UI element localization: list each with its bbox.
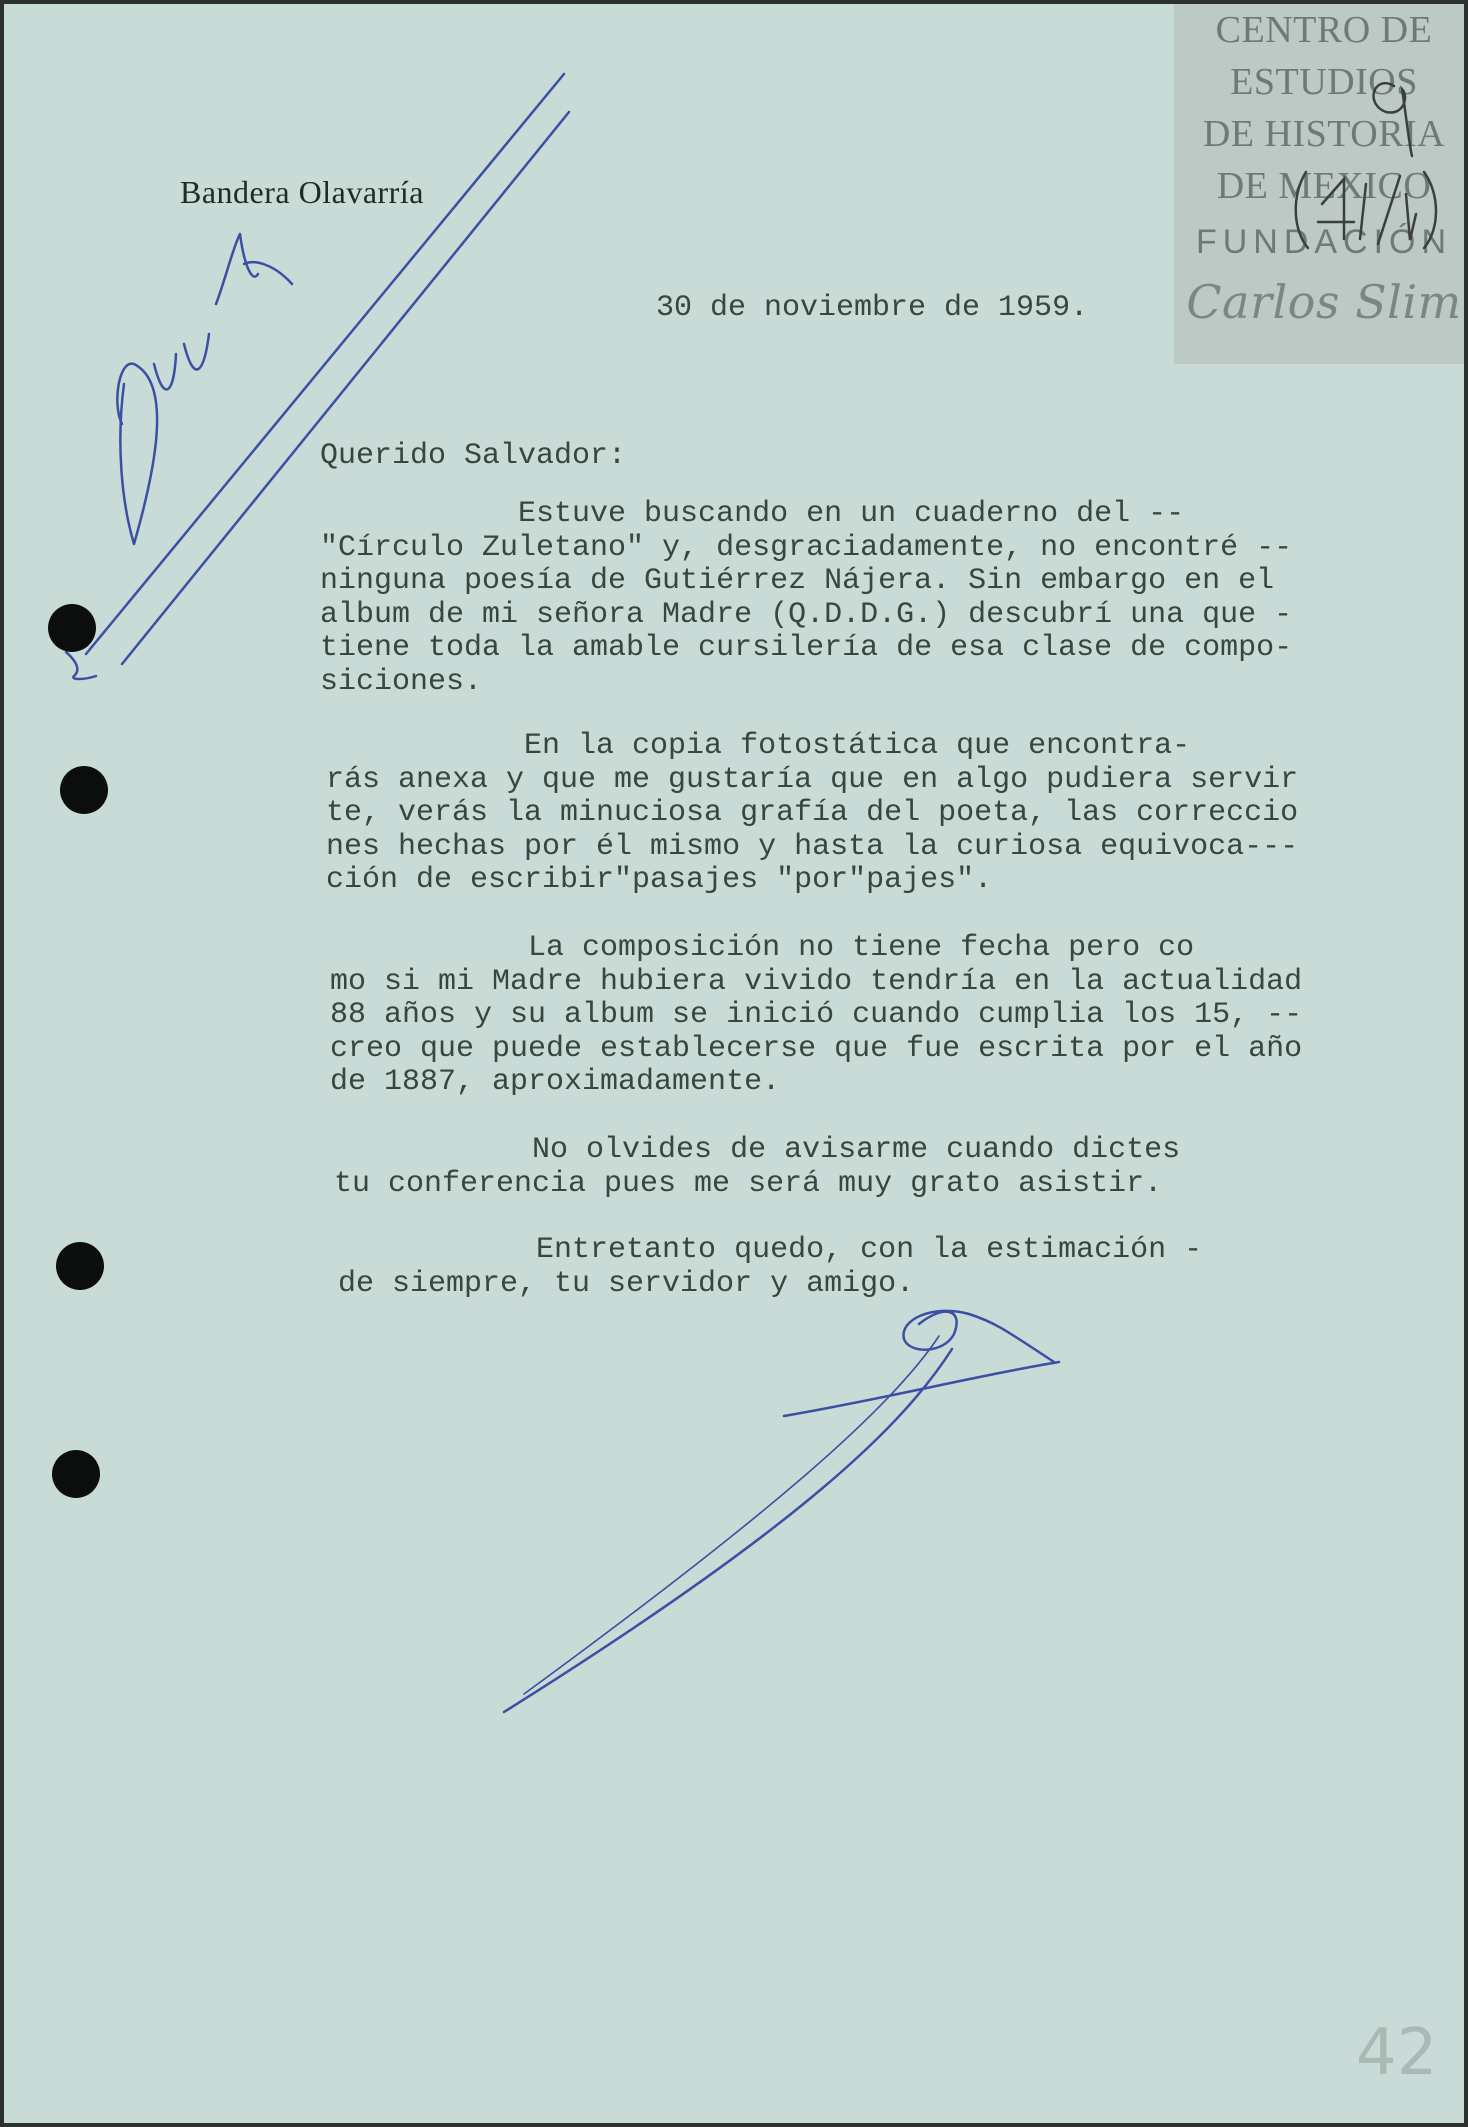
punch-hole <box>56 1242 104 1290</box>
stamp-line: DE MEXICO <box>1216 165 1432 207</box>
stamp-line: CENTRO DE <box>1215 9 1433 51</box>
letter-paragraph: En la copia fotostática que encontra- rás anexa y que me gustaría que en algo pudiera servir te, verás la minuciosa grafía del poeta, las correccio nes hechas por él mismo y hasta la curiosa equivoca--- ción de escribir"pasajes "por"pajes". <box>326 729 1299 897</box>
punch-hole <box>52 1450 100 1498</box>
stamp-line: ESTUDIOS <box>1230 61 1418 103</box>
handwritten-signature <box>784 1311 1059 1416</box>
pencil-bracket <box>1424 172 1436 248</box>
punch-hole <box>48 604 96 652</box>
letter-paragraph: La composición no tiene fecha pero co mo si mi Madre hubiera vivido tendría en la actualidad 88 años y su album se inició cuando cumplia los 15, -- creo que puede establecerse que fue escrita por el año de 1887, aproximadamente. <box>330 931 1303 1099</box>
letter-sheet <box>4 4 1464 2123</box>
signature-flourish <box>524 1336 939 1694</box>
letter-paragraph: No olvides de avisarme cuando dictes tu conferencia pues me será muy grato asistir. <box>334 1133 1181 1201</box>
letterhead: Bandera Olavarría <box>180 174 424 210</box>
stamp-line: DE HISTORIA <box>1202 113 1446 155</box>
letter-paragraph: Estuve buscando en un cuaderno del -- "Círculo Zuletano" y, desgraciadamente, no encontré -- ninguna poesía de Gutiérrez Nájera. Sin embargo en el album de mi señora Madre (Q.D.D.G.) descubrí una que - tiene toda la amable cursilería de esa clase de compo- siciones. <box>320 497 1293 699</box>
pencil-page-number: 42 <box>1356 2016 1438 2090</box>
pencil-folio-range <box>1318 176 1416 244</box>
stamp-foundation: FUNDACIÓN <box>1195 223 1453 261</box>
handwritten-margin-note <box>117 234 292 544</box>
punch-hole <box>60 766 108 814</box>
handwritten-mark <box>66 652 96 679</box>
pencil-bracket <box>1296 172 1308 248</box>
pencil-folio-mark <box>1374 83 1412 156</box>
letter-date: 30 de noviembre de 1959. <box>656 291 1089 325</box>
stamp-signature: Carlos Slim <box>1186 275 1462 329</box>
signature-flourish <box>504 1349 952 1712</box>
letter-salutation: Querido Salvador: <box>320 439 627 473</box>
letter-closing: Entretanto quedo, con la estimación - de siempre, tu servidor y amigo. <box>338 1233 1203 1301</box>
